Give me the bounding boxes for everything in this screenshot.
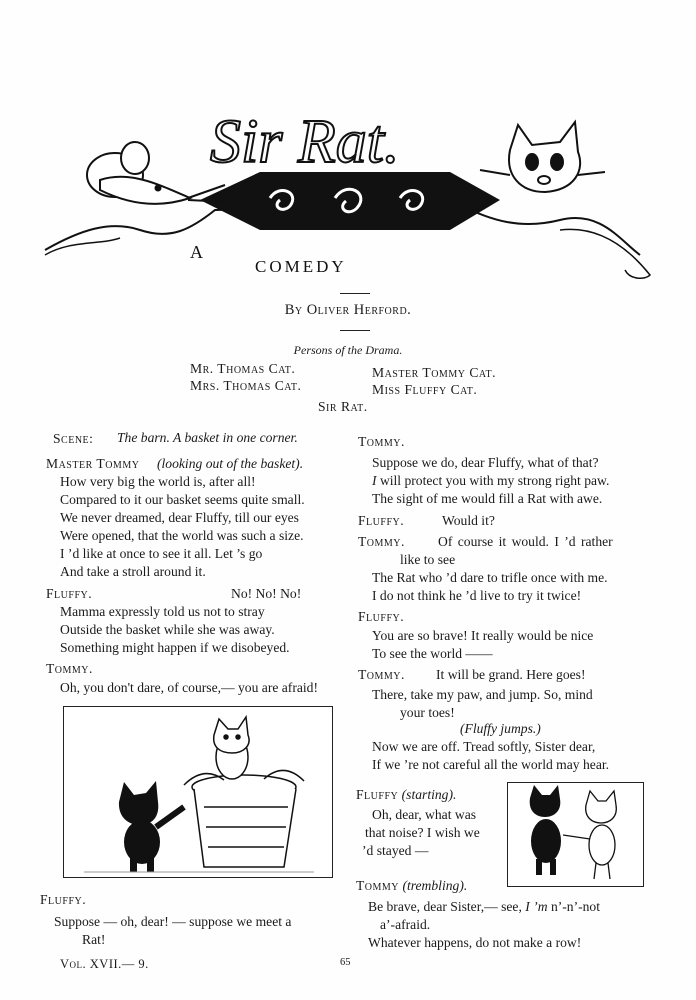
header-illustration	[40, 80, 660, 295]
verse-line: Mamma expressly told us not to stray	[60, 604, 265, 619]
verse-line: that noise? I wish we	[365, 825, 480, 840]
emphasis: I	[372, 473, 377, 488]
verse-line: No! No! No!	[231, 586, 302, 601]
verse-line: your toes!	[400, 705, 455, 720]
verse-line: To see the world ——	[372, 646, 493, 661]
banner-shape	[200, 172, 500, 230]
verse-line: I will protect you with my strong right paw.	[372, 473, 610, 488]
verse-line: There, take my paw, and jump. So, mind	[372, 687, 593, 702]
rat-drawing	[87, 142, 230, 204]
subtitle-a: A	[190, 242, 203, 262]
verse-line: I ’d like at once to see it all. Let ’s go	[60, 546, 263, 561]
verse-line: a’-afraid.	[380, 917, 431, 932]
verse-line: Of course it would. I ’d rather	[438, 534, 613, 549]
verse-line: We never dreamed, dear Fluffy, till our eyes	[60, 510, 299, 525]
white-kitten-drawing	[214, 717, 249, 779]
scene-label: Scene:	[53, 431, 94, 446]
stage-direction: (Fluffy jumps.)	[460, 721, 541, 736]
verse-line: Suppose we do, dear Fluffy, what of that?	[372, 455, 599, 470]
page-number: 65	[340, 957, 351, 968]
cat-drawing	[480, 122, 605, 192]
verse-line: Outside the basket while she was away.	[60, 622, 275, 637]
byline: By Oliver Herford.	[284, 302, 412, 318]
basket-drawing	[184, 770, 304, 867]
verse-line: It will be grand. Here goes!	[436, 667, 586, 682]
persons-heading: Persons of the Drama.	[293, 343, 403, 357]
verse-line: Now we are off. Tread softly, Sister dear,	[372, 739, 596, 754]
title-text: Sir Rat.	[210, 108, 400, 176]
volume-footer: Vol. XVII.— 9.	[60, 957, 149, 971]
divider	[340, 293, 370, 294]
person-sir: Sir Rat.	[318, 399, 368, 414]
person-mr: Mr. Thomas Cat.	[190, 361, 296, 376]
speaker-fluffy: Fluffy.	[358, 513, 405, 528]
verse-line: Oh, dear, what was	[372, 807, 477, 822]
stage-direction: (looking out of the basket).	[157, 456, 304, 471]
subtitle-comedy: COMEDY	[255, 257, 347, 276]
verse-line: Compared to it our basket seems quite small.	[60, 492, 305, 507]
speaker-tommy: Tommy.	[46, 661, 93, 676]
emphasis: I ’m	[525, 899, 548, 914]
speaker-fluffy: Fluffy.	[358, 609, 405, 624]
person-mrs: Mrs. Thomas Cat.	[190, 378, 302, 393]
scene-text: The barn. A basket in one corner.	[117, 430, 298, 445]
verse-line: The Rat who ’d dare to trifle once with me.	[372, 570, 608, 585]
speaker-fluffy: Fluffy.	[40, 892, 87, 907]
person-master: Master Tommy Cat.	[372, 365, 497, 380]
person-miss: Miss Fluffy Cat.	[372, 382, 478, 397]
verse-line: Something might happen if we disobeyed.	[60, 640, 290, 655]
verse-line: Oh, you don't dare, of course,— you are afraid!	[60, 680, 318, 695]
title-ornament	[40, 80, 660, 295]
illustration-cats-basket	[63, 706, 333, 878]
verse-line: If we ’re not careful all the world may hear.	[372, 757, 610, 772]
divider	[340, 330, 370, 331]
speaker-fluffy: Fluffy.	[46, 586, 93, 601]
speaker-tommy: Tommy (trembling).	[356, 878, 468, 893]
verse-line: like to see	[400, 552, 456, 567]
black-kitten-drawing	[119, 781, 184, 872]
verse-line: How very big the world is, after all!	[60, 474, 256, 489]
verse-line: Whatever happens, do not make a row!	[368, 935, 582, 950]
white-kitten-drawing	[563, 791, 616, 879]
verse-line: ’d stayed —	[362, 843, 429, 858]
speaker-tommy: Tommy.	[358, 667, 405, 682]
black-kitten-drawing	[530, 785, 561, 875]
speaker-tommy: Tommy.	[358, 434, 405, 449]
verse-line: The sight of me would fill a Rat with awe.	[372, 491, 603, 506]
verse-line: You are so brave! It really would be nice	[372, 628, 594, 643]
verse-line: Were opened, that the world was such a size.	[60, 528, 304, 543]
verse-line: And take a stroll around it.	[60, 564, 206, 579]
illustration-cats-walking	[507, 782, 644, 887]
verse-line: Would it?	[442, 513, 495, 528]
verse-line: Rat!	[82, 932, 106, 947]
speaker-master-tommy: Master Tommy	[46, 456, 140, 471]
verse-line: Suppose — oh, dear! — suppose we meet a	[54, 914, 292, 929]
verse-line: Be brave, dear Sister,— see, I ’m n’-n’-not	[368, 899, 601, 914]
speaker-tommy: Tommy.	[358, 534, 405, 549]
speaker-fluffy: Fluffy (starting).	[356, 787, 457, 802]
verse-line: I do not think he ’d live to try it twice!	[372, 588, 582, 603]
